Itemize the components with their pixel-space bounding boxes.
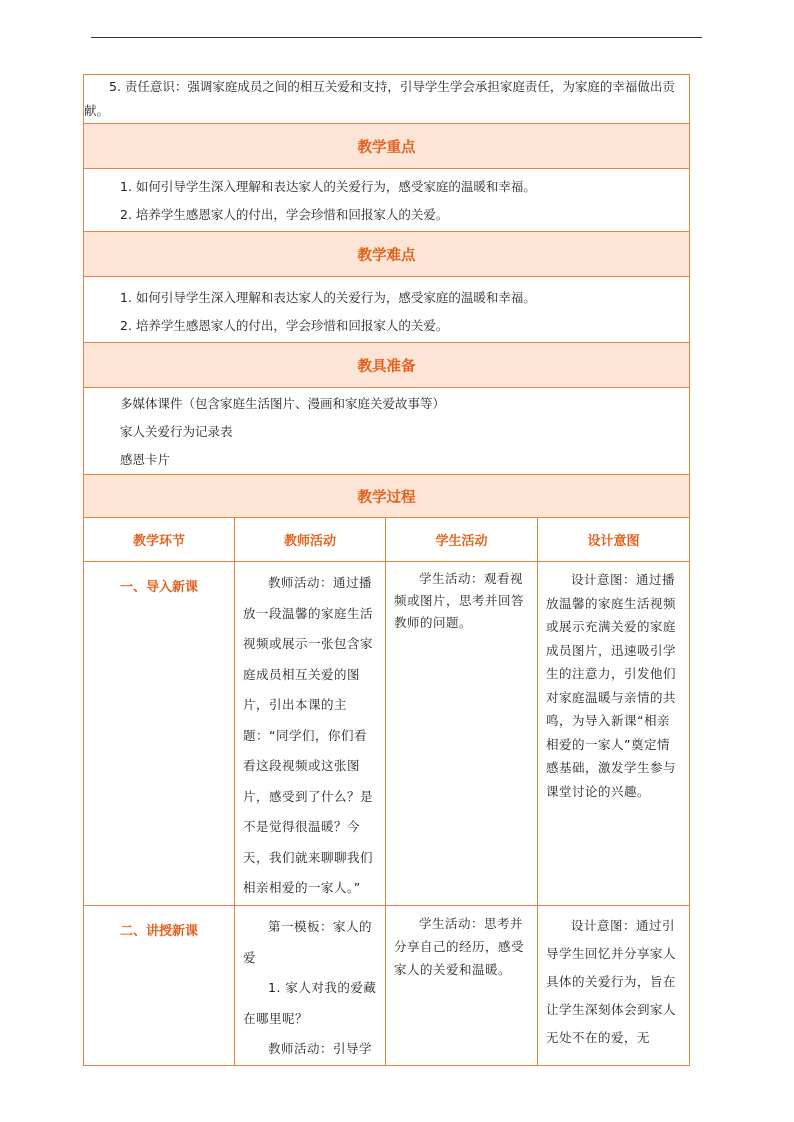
material-item: 多媒体课件（包含家庭生活图片、漫画和家庭关爱故事等） xyxy=(120,396,446,411)
goal-responsibility: 5. 责任意识：强调家庭成员之间的相互关爱和支持，引导学生学会承担家庭责任，为家庭的幸福做出贡献。 xyxy=(84,75,690,124)
material-item: 家人关爱行为记录表 xyxy=(120,424,233,439)
design-intent: 设计意图：通过播放温馨的家庭生活视频或展示充满关爱的家庭成员图片，迅速吸引学生的注意力，引发他们对家庭温暖与亲情的共鸣，为导入新课“相亲相爱的一家人”奠定情感基础，激发学生参与课堂讨论的兴趣。 xyxy=(546,572,677,799)
column-header-intent: 设计意图 xyxy=(538,518,690,562)
section-title-difficulties: 教学难点 xyxy=(357,247,416,264)
section-title-key-points: 教学重点 xyxy=(357,139,416,156)
section-title-process: 教学过程 xyxy=(357,489,416,506)
material-item: 感恩卡片 xyxy=(120,452,171,467)
section-title-materials: 教具准备 xyxy=(357,358,416,375)
column-header-stage: 教学环节 xyxy=(84,518,235,562)
teacher-activity-line: 1. 家人对我的爱藏在哪里呢？ xyxy=(243,980,377,1026)
teacher-activity: 教师活动：通过播放一段温馨的家庭生活视频或展示一张包含家庭成员相互关爱的图片，引出本课的主题：“同学们，你们看看这段视频或这张图片，感受到了什么？是不是觉得很温暖？今天，我们就来聊聊我们相亲相爱的一家人。” xyxy=(243,575,374,895)
difficulty-item: 2. 培养学生感恩家人的付出，学会珍惜和回报家人的关爱。 xyxy=(120,318,449,333)
column-header-teacher: 教师活动 xyxy=(235,518,386,562)
stage-intro: 一、导入新课 xyxy=(84,562,235,906)
lesson-plan-table xyxy=(83,74,690,1066)
header-rule xyxy=(91,37,702,38)
student-activity: 学生活动：思考并分享自己的经历，感受家人的关爱和温暖。 xyxy=(394,916,525,977)
key-point-item: 1. 如何引导学生深入理解和表达家人的关爱行为，感受家庭的温暖和幸福。 xyxy=(120,179,536,194)
table-row xyxy=(84,562,690,906)
design-intent: 设计意图：通过引导学生回忆并分享家人具体的关爱行为，旨在让学生深刻体会到家人无处不在的爱，无 xyxy=(546,918,677,1045)
teacher-activity-line: 第一模板：家人的爱 xyxy=(243,919,373,965)
student-activity: 学生活动：观看视频或图片，思考并回答教师的问题。 xyxy=(394,571,525,630)
column-header-student: 学生活动 xyxy=(386,518,538,562)
difficulty-item: 1. 如何引导学生深入理解和表达家人的关爱行为，感受家庭的温暖和幸福。 xyxy=(120,290,536,305)
key-point-item: 2. 培养学生感恩家人的付出，学会珍惜和回报家人的关爱。 xyxy=(120,207,449,222)
stage-new-lesson: 二、讲授新课 xyxy=(84,906,235,1066)
teacher-activity-line: 教师活动：引导学 xyxy=(268,1041,373,1056)
table-row xyxy=(84,906,690,1066)
